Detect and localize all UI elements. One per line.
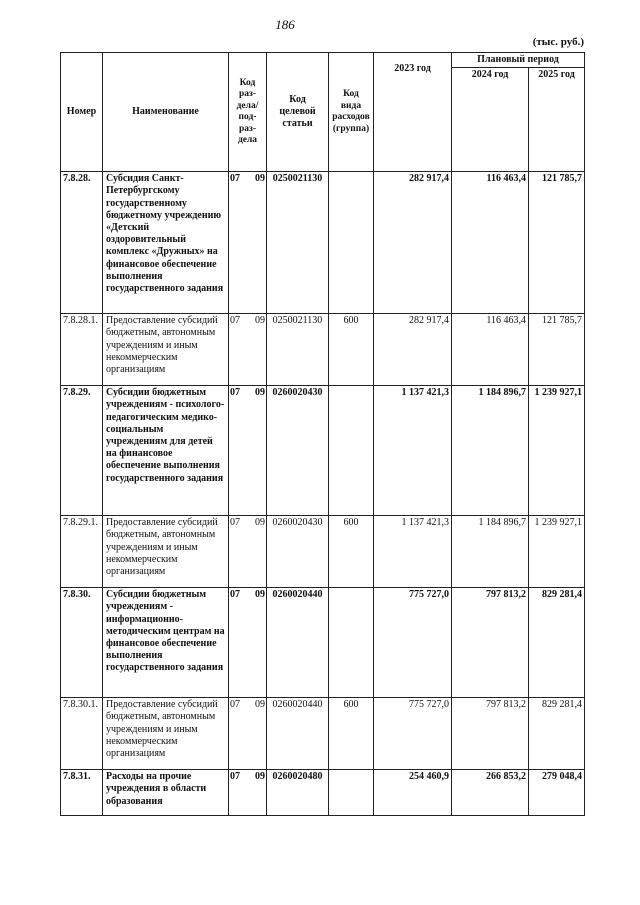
row-subsection: 09 xyxy=(255,387,265,399)
row-value-2023: 775 727,0 xyxy=(374,698,452,770)
header-2023: 2023 год xyxy=(374,53,452,172)
row-subsection: 09 xyxy=(255,173,265,185)
row-value-2023: 1 137 421,3 xyxy=(374,386,452,516)
row-section: 07 xyxy=(230,699,240,711)
row-section: 07 xyxy=(230,517,240,529)
row-value-2023: 282 917,4 xyxy=(374,172,452,314)
row-target-code: 0250021130 xyxy=(267,314,329,386)
row-expense-code xyxy=(329,172,374,314)
row-value-2025: 279 048,4 xyxy=(529,770,585,816)
row-expense-code xyxy=(329,588,374,698)
row-value-2024: 1 184 896,7 xyxy=(452,516,529,588)
budget-table xyxy=(60,52,584,816)
header-2025: 2025 год xyxy=(529,68,585,172)
row-section: 07 xyxy=(230,589,240,601)
row-number: 7.8.30.1. xyxy=(61,698,103,770)
header-expense-code: Код вида расходов (группа) xyxy=(329,53,374,172)
units-label: (тыс. руб.) xyxy=(532,36,584,48)
row-name: Предоставление субсидий бюджетным, автономным учреждениям и иным некоммерческим организациям xyxy=(103,516,229,588)
row-section-code xyxy=(229,698,267,770)
table-row xyxy=(61,516,585,588)
header-2024: 2024 год xyxy=(452,68,529,172)
row-value-2025: 829 281,4 xyxy=(529,698,585,770)
row-name: Предоставление субсидий бюджетным, автономным учреждениям и иным некоммерческим организациям xyxy=(103,698,229,770)
row-number: 7.8.31. xyxy=(61,770,103,816)
row-section-code xyxy=(229,588,267,698)
row-number: 7.8.28.1. xyxy=(61,314,103,386)
row-expense-code: 600 xyxy=(329,516,374,588)
page-number: 186 xyxy=(275,17,295,32)
row-section-code xyxy=(229,386,267,516)
row-section: 07 xyxy=(230,387,240,399)
row-name: Субсидии бюджетным учреждениям - психолого-педагогическим медико-социальным учреждениям для детей на финансовое обеспечение выполнения государственного задания xyxy=(103,386,229,516)
row-section-code xyxy=(229,516,267,588)
row-section-code xyxy=(229,172,267,314)
header-planned-period: Плановый период xyxy=(452,53,585,68)
row-expense-code: 600 xyxy=(329,314,374,386)
row-name: Субсидии бюджетным учреждениям - информационно-методическим центрам на финансовое обеспечение выполнения государственного задания xyxy=(103,588,229,698)
row-section: 07 xyxy=(230,173,240,185)
row-value-2023: 282 917,4 xyxy=(374,314,452,386)
row-name: Субсидия Санкт-Петербургскому государственному бюджетному учреждению «Детский оздоровительный комплекс «Дружных» на финансовое обеспечение выполнения государственного задания xyxy=(103,172,229,314)
table-row xyxy=(61,386,585,516)
row-target-code: 0260020430 xyxy=(267,386,329,516)
row-number: 7.8.29. xyxy=(61,386,103,516)
row-expense-code: 600 xyxy=(329,698,374,770)
table-body xyxy=(61,172,585,816)
row-value-2025: 1 239 927,1 xyxy=(529,386,585,516)
table-row xyxy=(61,172,585,314)
row-name: Предоставление субсидий бюджетным, автономным учреждениям и иным некоммерческим организациям xyxy=(103,314,229,386)
row-target-code: 0260020480 xyxy=(267,770,329,816)
row-value-2024: 266 853,2 xyxy=(452,770,529,816)
row-target-code: 0250021130 xyxy=(267,172,329,314)
header-target-code: Код целевой статьи xyxy=(267,53,329,172)
row-value-2024: 797 813,2 xyxy=(452,588,529,698)
row-number: 7.8.28. xyxy=(61,172,103,314)
row-target-code: 0260020430 xyxy=(267,516,329,588)
row-subsection: 09 xyxy=(255,517,265,529)
row-value-2025: 1 239 927,1 xyxy=(529,516,585,588)
row-number: 7.8.29.1. xyxy=(61,516,103,588)
row-value-2025: 121 785,7 xyxy=(529,172,585,314)
row-value-2024: 116 463,4 xyxy=(452,172,529,314)
row-section: 07 xyxy=(230,771,240,783)
row-value-2023: 254 460,9 xyxy=(374,770,452,816)
table-row xyxy=(61,698,585,770)
row-subsection: 09 xyxy=(255,589,265,601)
row-number: 7.8.30. xyxy=(61,588,103,698)
row-subsection: 09 xyxy=(255,315,265,327)
row-value-2023: 775 727,0 xyxy=(374,588,452,698)
row-subsection: 09 xyxy=(255,699,265,711)
row-section: 07 xyxy=(230,315,240,327)
row-expense-code xyxy=(329,770,374,816)
header-number: Номер xyxy=(61,53,103,172)
row-value-2024: 1 184 896,7 xyxy=(452,386,529,516)
row-value-2024: 797 813,2 xyxy=(452,698,529,770)
header-section-code: Код раз- дела/ под- раз- дела xyxy=(229,53,267,172)
row-value-2025: 829 281,4 xyxy=(529,588,585,698)
row-value-2024: 116 463,4 xyxy=(452,314,529,386)
header-name: Наименование xyxy=(103,53,229,172)
row-name: Расходы на прочие учреждения в области образования xyxy=(103,770,229,816)
row-section-code xyxy=(229,770,267,816)
table-row xyxy=(61,314,585,386)
table-row xyxy=(61,588,585,698)
row-value-2023: 1 137 421,3 xyxy=(374,516,452,588)
table-row xyxy=(61,770,585,816)
row-section-code xyxy=(229,314,267,386)
row-expense-code xyxy=(329,386,374,516)
row-target-code: 0260020440 xyxy=(267,588,329,698)
row-value-2025: 121 785,7 xyxy=(529,314,585,386)
row-subsection: 09 xyxy=(255,771,265,783)
row-target-code: 0260020440 xyxy=(267,698,329,770)
